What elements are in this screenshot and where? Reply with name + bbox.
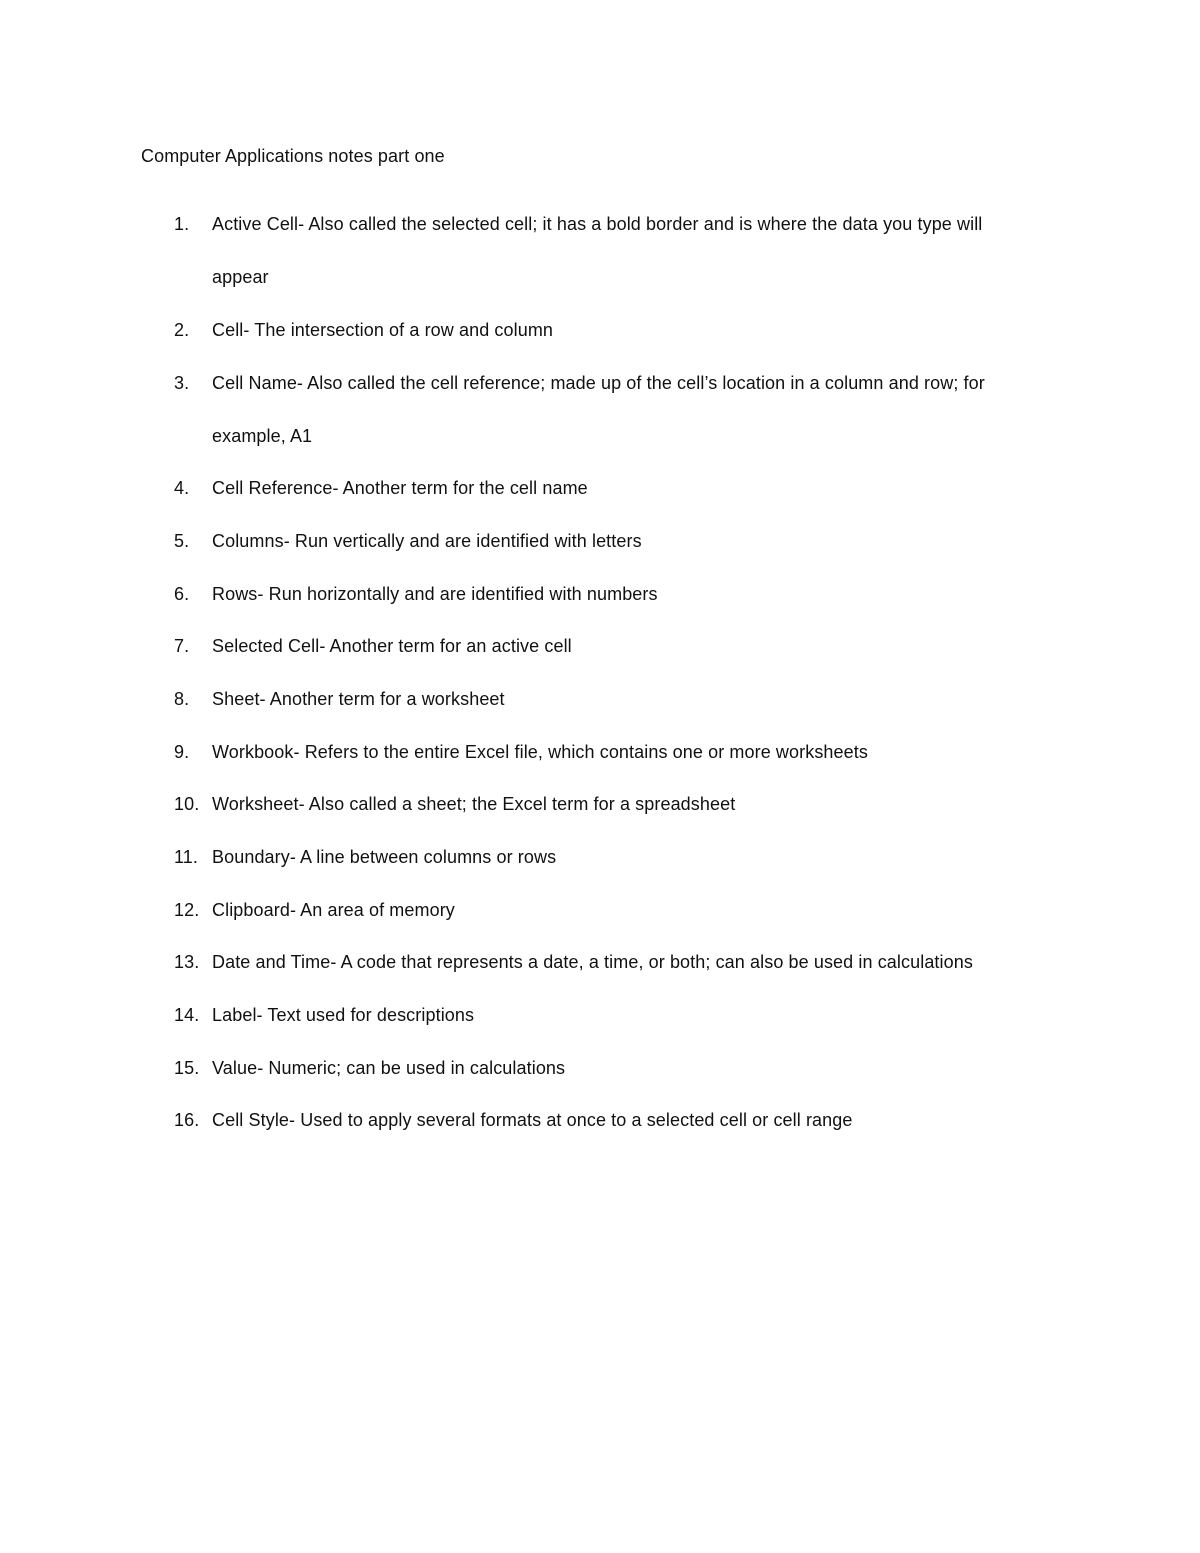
list-item-text: Cell Reference- Another term for the cell name <box>212 478 588 498</box>
list-item-text: Columns- Run vertically and are identified with letters <box>212 531 642 551</box>
list-item-text: Workbook- Refers to the entire Excel file, which contains one or more worksheets <box>212 742 868 762</box>
list-item-number: 6. <box>174 584 190 604</box>
list-item-text: Clipboard- An area of memory <box>212 900 455 920</box>
list-item-text: Rows- Run horizontally and are identified with numbers <box>212 584 658 604</box>
list-item-number: 16. <box>174 1110 200 1130</box>
list-item-number: 4. <box>174 478 190 498</box>
list-item-number: 2. <box>174 320 190 340</box>
list-item-number: 12. <box>174 900 200 920</box>
list-item-text: Cell Name- Also called the cell reference; made up of the cell’s location in a column and row; for <box>212 373 985 393</box>
list-item-text: Value- Numeric; can be used in calculations <box>212 1058 566 1078</box>
list-item-text: Selected Cell- Another term for an active cell <box>212 636 572 656</box>
list-item-number: 13. <box>174 952 200 972</box>
list-item-number: 15. <box>174 1058 200 1078</box>
list-item-text: Cell Style- Used to apply several formats at once to a selected cell or cell range <box>212 1110 853 1130</box>
list-item-text: Date and Time- A code that represents a date, a time, or both; can also be used in calculations <box>212 952 973 972</box>
list-item-number: 11. <box>174 847 198 867</box>
list-item-text: Cell- The intersection of a row and column <box>212 320 554 340</box>
list-item-number: 8. <box>174 689 190 709</box>
list-item-text: Sheet- Another term for a worksheet <box>212 689 505 709</box>
list-item-continuation: appear <box>212 267 269 287</box>
page-title: Computer Applications notes part one <box>141 146 445 166</box>
list-item-number: 7. <box>174 636 190 656</box>
list-item-number: 10. <box>174 794 200 814</box>
list-item-text: Label- Text used for descriptions <box>212 1005 475 1025</box>
list-item-number: 14. <box>174 1005 200 1025</box>
list-item-number: 9. <box>174 742 190 762</box>
list-item-text: Worksheet- Also called a sheet; the Excel term for a spreadsheet <box>212 794 736 814</box>
list-item-continuation: example, A1 <box>212 426 313 446</box>
list-item-text: Active Cell- Also called the selected cell; it has a bold border and is where the data you type will <box>212 214 983 234</box>
list-item-number: 1. <box>174 214 190 234</box>
list-item-number: 5. <box>174 531 190 551</box>
list-item-number: 3. <box>174 373 190 393</box>
list-item-text: Boundary- A line between columns or rows <box>212 847 557 867</box>
